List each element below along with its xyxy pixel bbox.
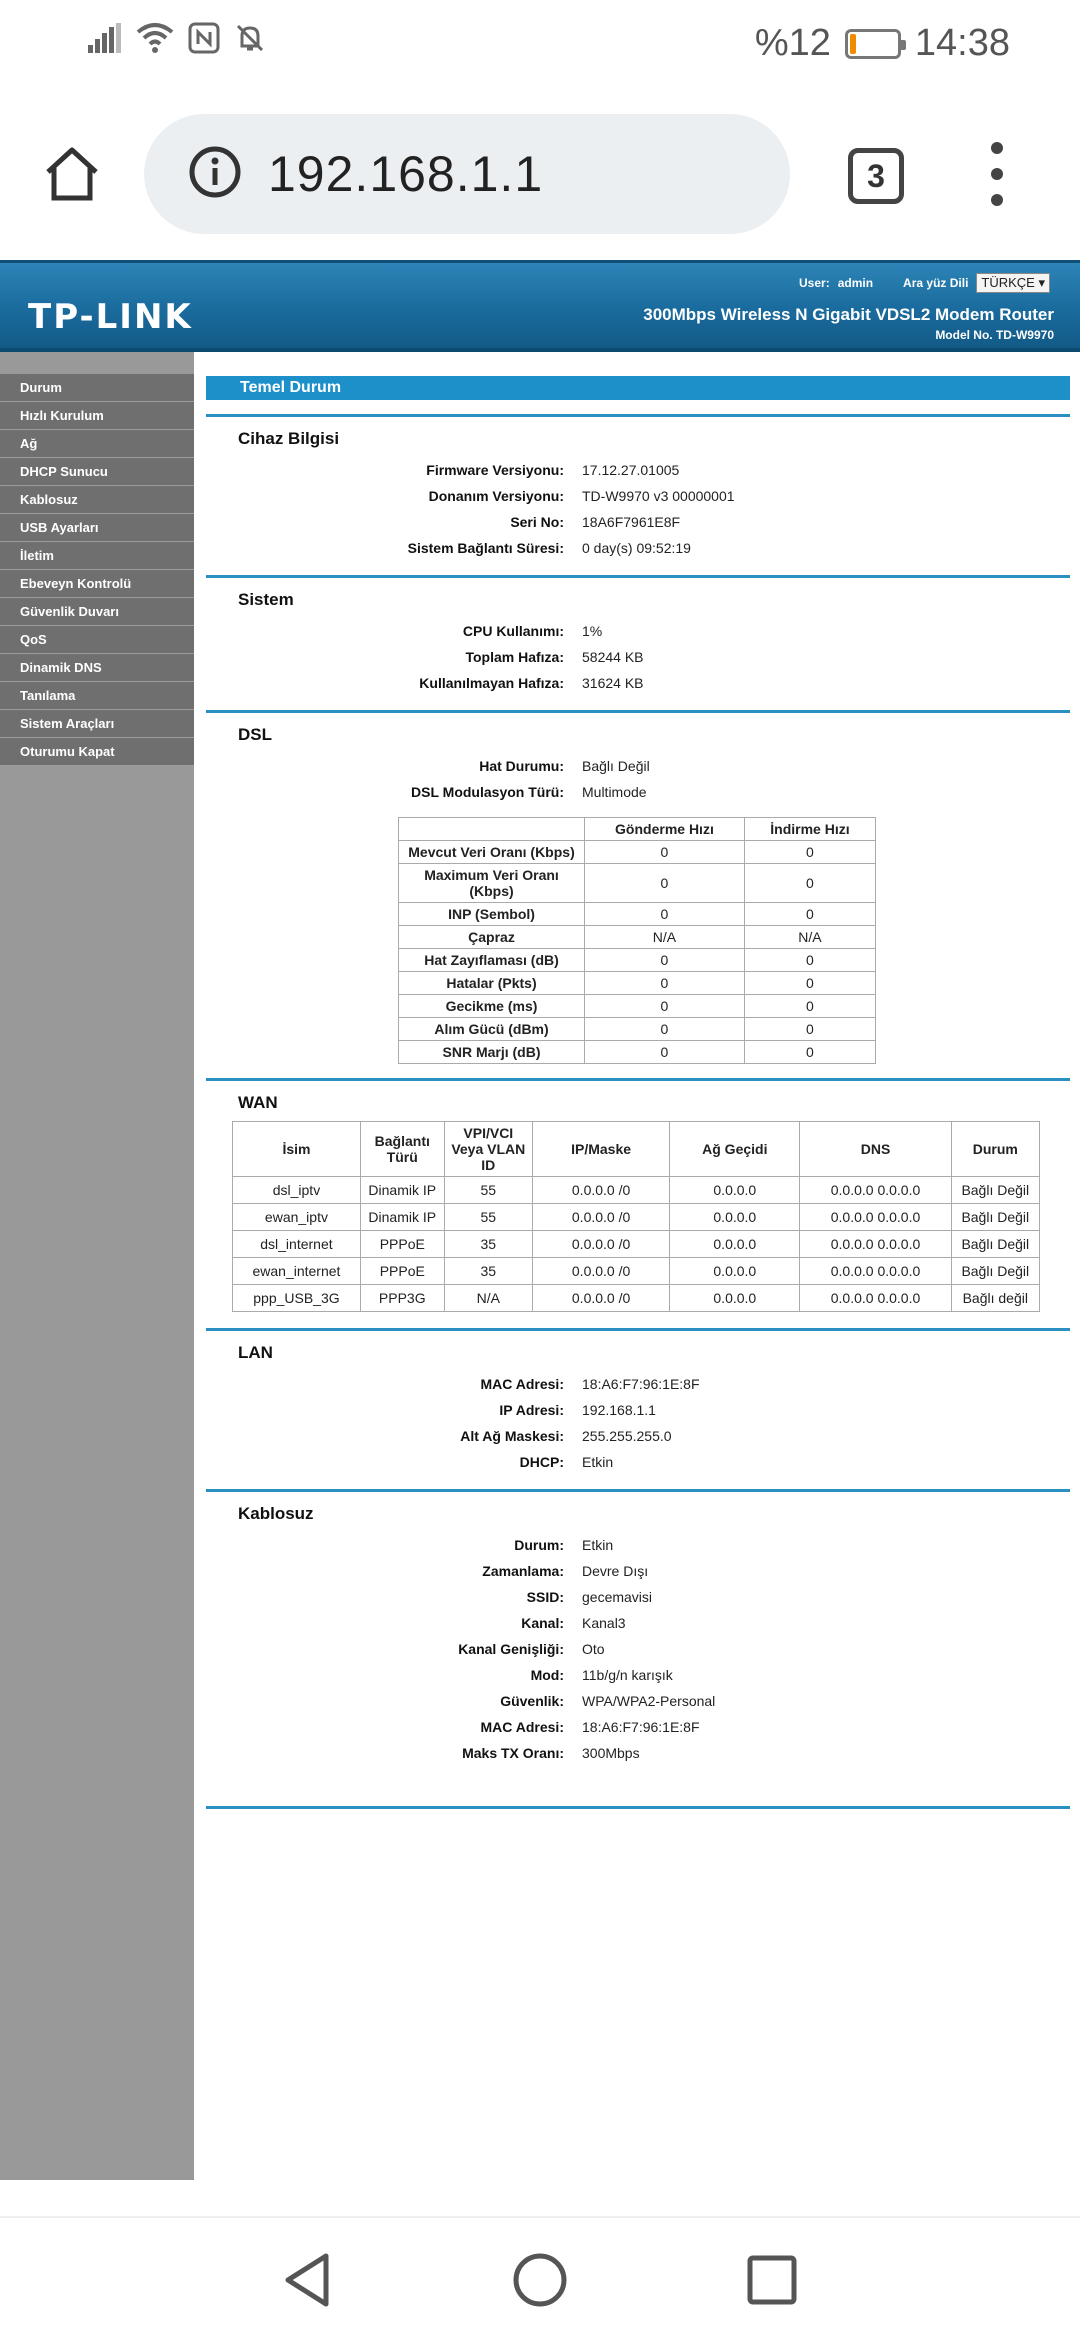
info-value: Multimode bbox=[582, 784, 647, 800]
table-cell: 0 bbox=[585, 903, 745, 926]
page-title: Temel Durum bbox=[206, 376, 1070, 400]
info-row bbox=[206, 1584, 1070, 1610]
info-row bbox=[206, 535, 1070, 561]
info-value: 58244 KB bbox=[582, 649, 644, 665]
table-row bbox=[399, 903, 876, 926]
lan-section bbox=[206, 1331, 1070, 1489]
info-label: Zamanlama: bbox=[482, 1563, 564, 1579]
table-row bbox=[399, 1041, 876, 1064]
home-circle-icon bbox=[508, 2248, 572, 2312]
info-row bbox=[206, 1714, 1070, 1740]
sidebar-item-durum[interactable]: Durum bbox=[0, 374, 194, 402]
sidebar-item-tan-lama[interactable]: Tanılama bbox=[0, 682, 194, 710]
table-cell: 55 bbox=[444, 1177, 532, 1204]
table-cell: 0.0.0.0 bbox=[670, 1231, 800, 1258]
table-cell: 0.0.0.0 bbox=[670, 1204, 800, 1231]
home-button[interactable] bbox=[40, 142, 104, 206]
row-header: INP (Sembol) bbox=[399, 903, 585, 926]
info-row bbox=[206, 670, 1070, 696]
language-label: Ara yüz Dili bbox=[903, 276, 969, 290]
info-label: Toplam Hafıza: bbox=[465, 649, 564, 665]
info-label: CPU Kullanımı: bbox=[462, 623, 564, 639]
user-value: admin bbox=[837, 276, 874, 290]
address-bar[interactable] bbox=[144, 114, 790, 234]
table-cell: 0 bbox=[585, 995, 745, 1018]
column-header: İndirme Hızı bbox=[744, 818, 875, 841]
info-value: WPA/WPA2-Personal bbox=[582, 1693, 716, 1709]
table-cell: 0.0.0.0 bbox=[670, 1285, 800, 1312]
sidebar-item-sistem-ara-lar-[interactable]: Sistem Araçları bbox=[0, 710, 194, 738]
table-cell: 0 bbox=[744, 1041, 875, 1064]
table-header-row bbox=[233, 1122, 1040, 1177]
recents-button[interactable] bbox=[740, 2248, 804, 2312]
table-cell: 0 bbox=[744, 972, 875, 995]
sidebar-item-g-venlik-duvar-[interactable]: Güvenlik Duvarı bbox=[0, 598, 194, 626]
info-value: 18A6F7961E8F bbox=[582, 514, 681, 530]
table-cell: 0 bbox=[744, 903, 875, 926]
info-label: MAC Adresi: bbox=[480, 1376, 564, 1392]
column-header: İsim bbox=[233, 1122, 361, 1177]
info-row bbox=[206, 753, 1070, 779]
info-value: Etkin bbox=[582, 1537, 614, 1553]
table-cell: 0 bbox=[744, 995, 875, 1018]
info-row bbox=[206, 779, 1070, 805]
info-value: gecemavisi bbox=[582, 1589, 653, 1605]
info-value: 31624 KB bbox=[582, 675, 644, 691]
info-label: DHCP: bbox=[519, 1454, 564, 1470]
table-cell: 0 bbox=[585, 949, 745, 972]
sidebar-item-a-[interactable]: Ağ bbox=[0, 430, 194, 458]
tp-link-logo: TP-LINK bbox=[28, 297, 193, 337]
info-value: 18:A6:F7:96:1E:8F bbox=[582, 1376, 700, 1392]
row-header: SNR Marjı (dB) bbox=[399, 1041, 585, 1064]
nfc-icon bbox=[188, 22, 220, 54]
table-cell: 0.0.0.0 /0 bbox=[532, 1258, 669, 1285]
info-row bbox=[206, 1610, 1070, 1636]
table-row bbox=[233, 1204, 1040, 1231]
table-cell: 0.0.0.0 0.0.0.0 bbox=[800, 1285, 951, 1312]
table-cell: PPPoE bbox=[360, 1231, 444, 1258]
info-row bbox=[206, 1662, 1070, 1688]
info-label: Kullanılmayan Hafıza: bbox=[419, 675, 564, 691]
info-value: Oto bbox=[582, 1641, 605, 1657]
info-row bbox=[206, 618, 1070, 644]
info-label: Mod: bbox=[530, 1667, 564, 1683]
info-label: MAC Adresi: bbox=[480, 1719, 564, 1735]
info-row bbox=[206, 1423, 1070, 1449]
dsl-table bbox=[398, 817, 876, 1064]
row-header: Hatalar (Pkts) bbox=[399, 972, 585, 995]
sidebar-item-dinamik-dns[interactable]: Dinamik DNS bbox=[0, 654, 194, 682]
info-value: 192.168.1.1 bbox=[582, 1402, 656, 1418]
table-cell: 0.0.0.0 0.0.0.0 bbox=[800, 1231, 951, 1258]
table-cell: 0.0.0.0 /0 bbox=[532, 1231, 669, 1258]
table-row bbox=[233, 1177, 1040, 1204]
table-cell: N/A bbox=[744, 926, 875, 949]
table-cell: Bağlı Değil bbox=[951, 1204, 1039, 1231]
table-cell: 35 bbox=[444, 1258, 532, 1285]
home-icon bbox=[40, 142, 104, 206]
system-nav-bar bbox=[0, 2216, 1080, 2340]
table-row bbox=[399, 1018, 876, 1041]
sidebar-item-usb-ayarlar-[interactable]: USB Ayarları bbox=[0, 514, 194, 542]
wan-table bbox=[232, 1121, 1040, 1312]
info-value: Etkin bbox=[582, 1454, 614, 1470]
table-cell: 0.0.0.0 0.0.0.0 bbox=[800, 1204, 951, 1231]
table-cell: Bağlı Değil bbox=[951, 1258, 1039, 1285]
sidebar-item-oturumu-kapat[interactable]: Oturumu Kapat bbox=[0, 738, 194, 766]
home-nav-button[interactable] bbox=[508, 2248, 572, 2312]
info-label: Donanım Versiyonu: bbox=[428, 488, 564, 504]
table-row bbox=[233, 1285, 1040, 1312]
mute-icon bbox=[234, 22, 266, 54]
info-value: 300Mbps bbox=[582, 1745, 640, 1761]
overflow-menu-icon[interactable] bbox=[982, 142, 1012, 206]
model-title: 300Mbps Wireless N Gigabit VDSL2 Modem Router bbox=[643, 305, 1054, 324]
table-cell: Dinamik IP bbox=[360, 1204, 444, 1231]
info-row bbox=[206, 1397, 1070, 1423]
back-icon bbox=[276, 2248, 340, 2312]
info-label: Hat Durumu: bbox=[479, 758, 564, 774]
column-header: Durum bbox=[951, 1122, 1039, 1177]
table-row bbox=[399, 949, 876, 972]
table-cell: N/A bbox=[585, 926, 745, 949]
wan-section bbox=[206, 1081, 1070, 1326]
table-cell: 55 bbox=[444, 1204, 532, 1231]
table-cell: 0 bbox=[744, 841, 875, 864]
sidebar-item-i-letim[interactable]: İletim bbox=[0, 542, 194, 570]
info-row bbox=[206, 483, 1070, 509]
info-row bbox=[206, 1558, 1070, 1584]
info-label: Kanal: bbox=[521, 1615, 564, 1631]
wireless-section bbox=[206, 1492, 1070, 1780]
table-cell: Bağlı Değil bbox=[951, 1177, 1039, 1204]
info-icon[interactable] bbox=[188, 145, 242, 204]
info-row bbox=[206, 509, 1070, 535]
user-label: User: bbox=[799, 276, 830, 290]
info-label: Sistem Bağlantı Süresi: bbox=[407, 540, 564, 556]
table-row bbox=[233, 1231, 1040, 1258]
table-row bbox=[399, 841, 876, 864]
battery-icon bbox=[845, 29, 901, 59]
sidebar-item-qos[interactable]: QoS bbox=[0, 626, 194, 654]
info-label: Durum: bbox=[514, 1537, 564, 1553]
info-row bbox=[206, 1532, 1070, 1558]
section-title: Cihaz Bilgisi bbox=[238, 429, 340, 448]
table-cell: 0 bbox=[585, 841, 745, 864]
table-cell: 0.0.0.0 bbox=[670, 1258, 800, 1285]
device-info-section bbox=[206, 417, 1070, 575]
sidebar-menu bbox=[0, 352, 194, 2180]
table-cell: PPP3G bbox=[360, 1285, 444, 1312]
table-cell: 0 bbox=[744, 1018, 875, 1041]
table-cell: 0.0.0.0 0.0.0.0 bbox=[800, 1177, 951, 1204]
info-label: Seri No: bbox=[510, 514, 564, 530]
row-header: Hat Zayıflaması (dB) bbox=[399, 949, 585, 972]
info-row bbox=[206, 1449, 1070, 1475]
section-title: Sistem bbox=[238, 590, 294, 609]
info-value: 0 day(s) 09:52:19 bbox=[582, 540, 691, 556]
info-value: 11b/g/n karışık bbox=[582, 1667, 673, 1683]
info-row bbox=[206, 457, 1070, 483]
table-cell: 0 bbox=[585, 1018, 745, 1041]
info-value: Devre Dışı bbox=[582, 1563, 649, 1579]
model-number: Model No. TD-W9970 bbox=[935, 328, 1054, 342]
table-cell: 0.0.0.0 /0 bbox=[532, 1285, 669, 1312]
url-text: 192.168.1.1 bbox=[268, 146, 544, 202]
column-header: IP/Maske bbox=[532, 1122, 669, 1177]
table-cell: Bağlı değil bbox=[951, 1285, 1039, 1312]
sidebar-item-kablosuz[interactable]: Kablosuz bbox=[0, 486, 194, 514]
table-row bbox=[399, 972, 876, 995]
info-row bbox=[206, 1688, 1070, 1714]
table-cell: 0 bbox=[744, 864, 875, 903]
table-cell: dsl_internet bbox=[233, 1231, 361, 1258]
table-row bbox=[233, 1258, 1040, 1285]
table-cell: N/A bbox=[444, 1285, 532, 1312]
column-header: Bağlantı Türü bbox=[360, 1122, 444, 1177]
clock: 14:38 bbox=[914, 22, 1010, 64]
column-header: VPI/VCI Veya VLAN ID bbox=[444, 1122, 532, 1177]
info-label: IP Adresi: bbox=[499, 1402, 564, 1418]
column-header: Ağ Geçidi bbox=[670, 1122, 800, 1177]
info-label: SSID: bbox=[526, 1589, 564, 1605]
status-bar bbox=[0, 0, 1080, 90]
main-content bbox=[206, 352, 1070, 2180]
info-value: 17.12.27.01005 bbox=[582, 462, 680, 478]
table-cell: 0.0.0.0 /0 bbox=[532, 1177, 669, 1204]
info-label: Maks TX Oranı: bbox=[462, 1745, 564, 1761]
table-cell: dsl_iptv bbox=[233, 1177, 361, 1204]
table-cell: 35 bbox=[444, 1231, 532, 1258]
sidebar-item-ebeveyn-kontrol-[interactable]: Ebeveyn Kontrolü bbox=[0, 570, 194, 598]
info-value: 18:A6:F7:96:1E:8F bbox=[582, 1719, 700, 1735]
info-label: Firmware Versiyonu: bbox=[426, 462, 564, 478]
table-cell: 0.0.0.0 bbox=[670, 1177, 800, 1204]
info-row bbox=[206, 1371, 1070, 1397]
info-value: Kanal3 bbox=[582, 1615, 626, 1631]
language-select[interactable]: TÜRKÇE ▾ bbox=[976, 273, 1050, 293]
info-value: 255.255.255.0 bbox=[582, 1428, 672, 1444]
section-title: DSL bbox=[238, 725, 272, 744]
section-title: WAN bbox=[238, 1093, 278, 1112]
system-section bbox=[206, 578, 1070, 710]
dsl-section bbox=[206, 713, 1070, 1078]
table-cell: PPPoE bbox=[360, 1258, 444, 1285]
table-cell: 0 bbox=[585, 972, 745, 995]
table-cell: 0 bbox=[744, 949, 875, 972]
table-cell: Bağlı Değil bbox=[951, 1231, 1039, 1258]
back-button[interactable] bbox=[276, 2248, 340, 2312]
table-row bbox=[399, 864, 876, 903]
battery-percent: %12 bbox=[754, 22, 831, 64]
table-cell: 0 bbox=[585, 864, 745, 903]
section-title: LAN bbox=[238, 1343, 273, 1362]
table-cell: 0 bbox=[585, 1041, 745, 1064]
table-cell: ppp_USB_3G bbox=[233, 1285, 361, 1312]
recents-icon bbox=[740, 2248, 804, 2312]
table-cell: ewan_iptv bbox=[233, 1204, 361, 1231]
row-header: Gecikme (ms) bbox=[399, 995, 585, 1018]
info-value: 1% bbox=[582, 623, 603, 639]
row-header: Alım Gücü (dBm) bbox=[399, 1018, 585, 1041]
row-header: Mevcut Veri Oranı (Kbps) bbox=[399, 841, 585, 864]
info-label: Güvenlik: bbox=[500, 1693, 564, 1709]
table-header-row bbox=[399, 818, 876, 841]
section-title: Kablosuz bbox=[238, 1504, 314, 1523]
table-cell: Dinamik IP bbox=[360, 1177, 444, 1204]
info-label: DSL Modulasyon Türü: bbox=[411, 784, 564, 800]
row-header: Maximum Veri Oranı (Kbps) bbox=[399, 864, 585, 903]
info-row bbox=[206, 644, 1070, 670]
column-header: DNS bbox=[800, 1122, 951, 1177]
row-header: Çapraz bbox=[399, 926, 585, 949]
table-cell: 0.0.0.0 /0 bbox=[532, 1204, 669, 1231]
signal-icon bbox=[88, 23, 122, 53]
column-header bbox=[399, 818, 585, 841]
browser-toolbar bbox=[0, 90, 1080, 260]
info-label: Alt Ağ Maskesi: bbox=[460, 1428, 564, 1444]
table-row bbox=[399, 995, 876, 1018]
info-value: TD-W9970 v3 00000001 bbox=[582, 488, 735, 504]
router-header bbox=[0, 260, 1080, 352]
sidebar-item-dhcp-sunucu[interactable]: DHCP Sunucu bbox=[0, 458, 194, 486]
table-row bbox=[399, 926, 876, 949]
column-header: Gönderme Hızı bbox=[585, 818, 745, 841]
info-row bbox=[206, 1740, 1070, 1766]
info-value: Bağlı Değil bbox=[582, 758, 650, 774]
info-label: Kanal Genişliği: bbox=[458, 1641, 564, 1657]
info-row bbox=[206, 1636, 1070, 1662]
sidebar-item-h-zl-kurulum[interactable]: Hızlı Kurulum bbox=[0, 402, 194, 430]
table-cell: ewan_internet bbox=[233, 1258, 361, 1285]
wifi-icon bbox=[136, 22, 174, 54]
table-cell: 0.0.0.0 0.0.0.0 bbox=[800, 1258, 951, 1285]
tab-switcher-button[interactable]: 3 bbox=[848, 148, 904, 204]
